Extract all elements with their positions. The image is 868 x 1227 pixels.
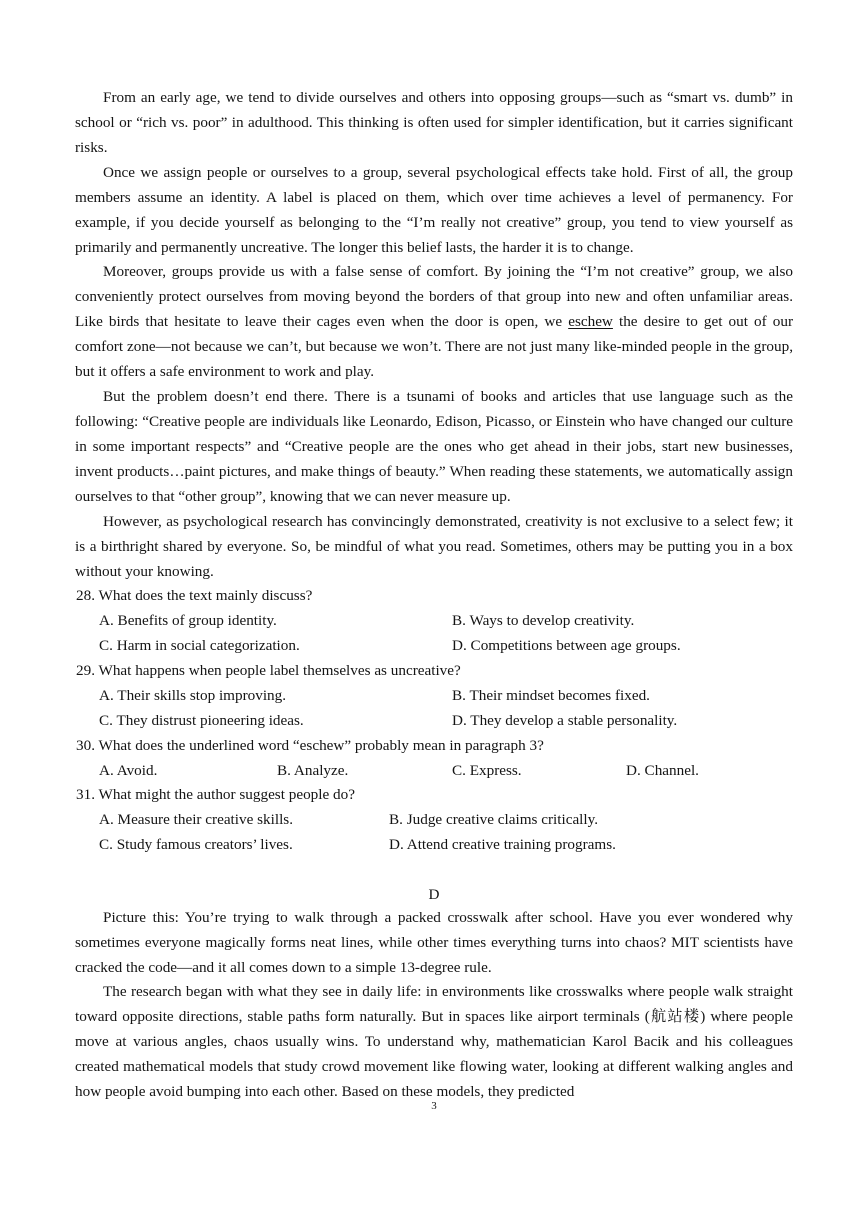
question-29-option-d: D. They develop a stable personality. xyxy=(452,712,678,729)
question-28-option-c: C. Harm in social categorization. xyxy=(99,637,300,654)
passage-c-paragraph-2: Once we assign people or ourselves to a group, several psychological effects take hold. First of all, the group members assume an identity. A label is placed on them, which over time achieves a level of permanency. For example, if you decide yourself as belonging to the “I’m really not creative” group, you tend to view yourself as primarily and permanently uncreative. The longer this belief lasts, the harder it is to change. xyxy=(75,164,793,256)
question-30-option-a: A. Avoid. xyxy=(99,762,158,779)
question-29-option-b: B. Their mindset becomes fixed. xyxy=(452,687,650,704)
passage-c-paragraph-1: From an early age, we tend to divide ourselves and others into opposing groups—such as “smart vs. dumb” in school or “rich vs. poor” in adulthood. This thinking is often used for simpler identification, but it carries significant risks. xyxy=(75,89,793,156)
passage-c-paragraph-5: However, as psychological research has convincingly demonstrated, creativity is not exclusive to a select few; it is a birthright shared by everyone. So, be mindful of what you read. Sometimes, others may be putting you in a box without your knowing. xyxy=(75,513,793,580)
question-29-option-c: C. They distrust pioneering ideas. xyxy=(99,712,304,729)
question-31-stem: 31. What might the author suggest people do? xyxy=(76,786,355,803)
question-30-option-b: B. Analyze. xyxy=(277,762,349,779)
question-29-option-a: A. Their skills stop improving. xyxy=(99,687,287,704)
paragraph-3-text-before: Moreover, groups provide us with a false sense of comfort. By joining the “I’m not creative” group, we also conveniently protect ourselves from moving beyond the borders of that group into new and often unfamiliar areas. Like birds that hesitate to leave their cages even when the door is open, we xyxy=(75,263,793,330)
question-28-option-a: A. Benefits of group identity. xyxy=(99,612,277,629)
question-31-option-a: A. Measure their creative skills. xyxy=(99,811,293,828)
question-31-option-c: C. Study famous creators’ lives. xyxy=(99,836,293,853)
question-28-option-d: D. Competitions between age groups. xyxy=(452,637,681,654)
question-28-stem: 28. What does the text mainly discuss? xyxy=(76,587,313,604)
paragraph-3-text-after: the desire to get out of our comfort zone—not because we can’t, but because we won’t. There are not just many like-minded people in the group, but it offers a safe environment to work and play. xyxy=(75,313,794,380)
passage-c-paragraph-3 xyxy=(75,259,793,384)
page-number: 3 xyxy=(431,1100,437,1112)
question-30-option-d: D. Channel. xyxy=(626,762,699,779)
question-29-stem: 29. What happens when people label themselves as uncreative? xyxy=(76,662,461,679)
question-30-stem: 30. What does the underlined word “eschew” probably mean in paragraph 3? xyxy=(76,737,544,754)
underlined-word-eschew: eschew xyxy=(568,313,613,330)
question-28-option-b: B. Ways to develop creativity. xyxy=(452,612,635,629)
passage-d-paragraph-1: Picture this: You’re trying to walk through a packed crosswalk after school. Have you ever wondered why sometimes everyone magically forms neat lines, while other times everything turns into chaos? MIT scientists have cracked the code—and it all comes down to a simple 13-degree rule. xyxy=(75,909,793,976)
passage-c-paragraph-4: But the problem doesn’t end there. There is a tsunami of books and articles that use language such as the following: “Creative people are individuals like Leonardo, Edison, Picasso, or Einstein who have changed our culture in some important respects” and “Creative people are the ones who get ahead in their jobs, start new businesses, invent products…paint pictures, and make things of beauty.” When reading these statements, we automatically assign ourselves to that “other group”, knowing that we can never measure up. xyxy=(75,388,793,505)
question-31-option-b: B. Judge creative claims critically. xyxy=(389,811,599,828)
question-31-option-d: D. Attend creative training programs. xyxy=(389,836,616,853)
question-30-option-c: C. Express. xyxy=(452,762,522,779)
passage-d-paragraph-2: The research began with what they see in daily life: in environments like crosswalks where people walk straight toward opposite directions, stable paths form naturally. But in spaces like airport terminals (航站楼) where people move at various angles, chaos usually wins. To understand why, mathematician Karol Bacik and his colleagues created mathematical models that study crowd movement like flowing water, looking at different walking angles and how people avoid bumping into each other. Based on these models, they predicted xyxy=(75,983,793,1100)
section-d-heading: D xyxy=(428,886,440,903)
